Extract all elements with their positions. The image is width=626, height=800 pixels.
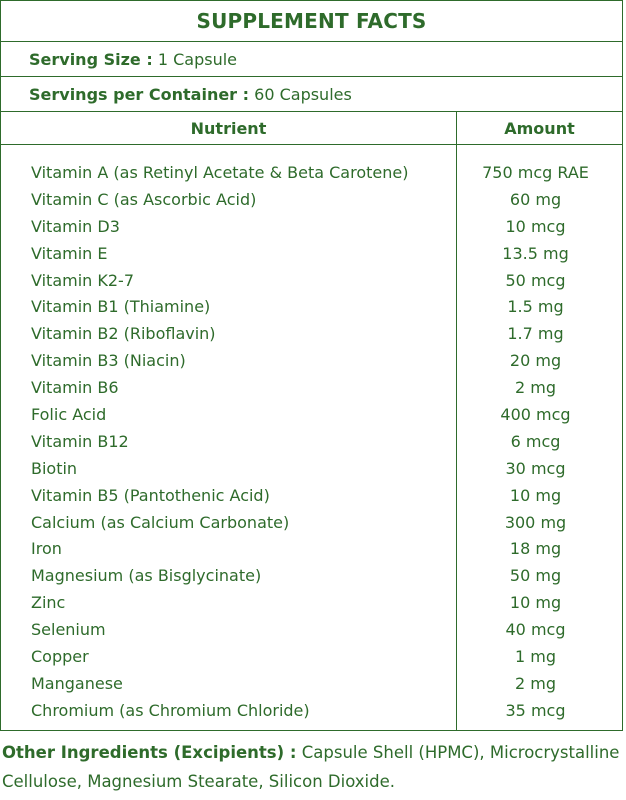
other-ingredients-label: Other Ingredients (Excipients) :: [2, 743, 297, 762]
nutrient-name: Chromium (as Chromium Chloride): [31, 700, 310, 720]
nutrient-name: Manganese: [31, 673, 123, 693]
nutrient-name: Vitamin C (as Ascorbic Acid): [31, 189, 257, 209]
amount-column-header: Amount: [504, 118, 575, 138]
nutrient-amount: 10 mcg: [505, 216, 566, 236]
nutrient-name: Vitamin B2 (Riboflavin): [31, 324, 216, 344]
nutrient-name: Vitamin E: [31, 243, 108, 263]
nutrient-name: Folic Acid: [31, 404, 107, 424]
servings-per-container-value: 60 Capsules: [254, 84, 352, 104]
nutrient-column: [1, 145, 457, 730]
table-header: [1, 112, 622, 145]
nutrient-amount: 18 mg: [509, 539, 562, 559]
nutrient-name: Biotin: [31, 458, 78, 478]
nutrient-amount: 35 mcg: [505, 700, 566, 720]
nutrient-amount: 30 mcg: [505, 458, 566, 478]
amount-column: [457, 145, 622, 730]
nutrient-amount: 2 mg: [514, 673, 556, 693]
nutrient-name: Iron: [31, 539, 62, 559]
nutrient-amount: 10 mg: [509, 485, 562, 505]
nutrient-amount: 20 mg: [509, 351, 562, 371]
serving-size-label: Serving Size :: [29, 49, 153, 69]
nutrient-name: Vitamin B6: [31, 378, 119, 398]
nutrient-amount: 50 mcg: [505, 270, 566, 290]
nutrient-amount: 300 mg: [504, 512, 567, 532]
nutrient-name: Vitamin B1 (Thiamine): [31, 297, 211, 317]
nutrient-name: Magnesium (as Bisglycinate): [31, 566, 262, 586]
nutrient-name: Vitamin B12: [31, 431, 129, 451]
nutrient-amount: 750 mcg RAE: [482, 162, 589, 182]
panel-title: SUPPLEMENT FACTS: [1, 1, 622, 42]
nutrient-name: Zinc: [31, 593, 66, 613]
nutrient-amount: 50 mg: [509, 566, 562, 586]
nutrient-name: Calcium (as Calcium Carbonate): [31, 512, 290, 532]
nutrient-amount: 60 mg: [509, 189, 562, 209]
servings-per-container-label: Servings per Container :: [29, 84, 250, 104]
nutrient-amount: 13.5 mg: [502, 243, 569, 263]
nutrient-amount: 400 mcg: [500, 404, 571, 424]
other-ingredients: [2, 738, 624, 796]
serving-size-row: [1, 42, 622, 77]
nutrient-name: Copper: [31, 646, 89, 666]
nutrient-amount: 1.7 mg: [507, 324, 564, 344]
nutrient-amount: 1 mg: [514, 646, 556, 666]
nutrient-name: Vitamin A (as Retinyl Acetate & Beta Carotene): [31, 162, 409, 182]
other-ingredients-value: Capsule Shell (HPMC), Microcrystalline Cellulose, Magnesium Stearate, Silicon Dioxide.: [2, 743, 620, 791]
nutrient-amount: 2 mg: [514, 378, 556, 398]
nutrient-name: Selenium: [31, 620, 106, 640]
nutrient-amount: 1.5 mg: [507, 297, 564, 317]
nutrient-amount: 10 mg: [509, 593, 562, 613]
nutrient-name: Vitamin B5 (Pantothenic Acid): [31, 485, 270, 505]
nutrient-name: Vitamin K2-7: [31, 270, 134, 290]
nutrient-name: Vitamin D3: [31, 216, 120, 236]
nutrient-name: Vitamin B3 (Niacin): [31, 351, 186, 371]
servings-per-container-row: [1, 77, 622, 112]
serving-size-value: 1 Capsule: [157, 49, 237, 69]
nutrient-column-header: Nutrient: [1, 112, 457, 144]
nutrient-amount: 6 mcg: [510, 431, 561, 451]
nutrient-table-body: [1, 145, 622, 730]
nutrient-amount: 40 mcg: [505, 620, 566, 640]
